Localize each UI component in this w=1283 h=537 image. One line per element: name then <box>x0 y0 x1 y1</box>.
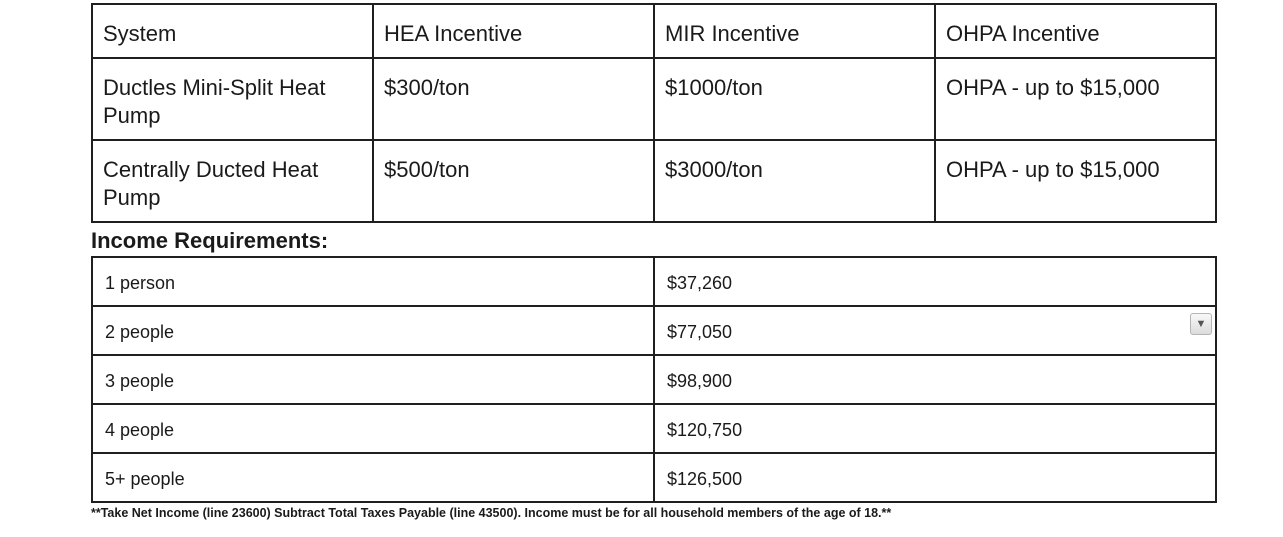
income-limit-cell <box>654 306 1216 355</box>
income-limit-cell: $126,500 <box>654 453 1216 502</box>
table-row <box>92 58 1216 140</box>
mir-cell: $3000/ton <box>654 140 935 222</box>
header-ohpa-incentive: OHPA Incentive <box>935 4 1216 58</box>
income-requirements-title: Income Requirements: <box>91 228 329 253</box>
incentive-table <box>91 3 1217 223</box>
ohpa-cell: OHPA - up to $15,000 <box>935 58 1216 140</box>
income-limit-cell: $98,900 <box>654 355 1216 404</box>
income-limit-value: $77,050 <box>667 322 733 342</box>
table-row <box>92 404 1216 453</box>
table-row <box>92 257 1216 306</box>
table-row <box>92 355 1216 404</box>
header-system: System <box>92 4 373 58</box>
table-row <box>92 140 1216 222</box>
income-table <box>91 256 1217 503</box>
header-hea-incentive: HEA Incentive <box>373 4 654 58</box>
household-size-cell: 1 person <box>92 257 654 306</box>
dropdown-icon[interactable]: ▼ <box>1190 313 1212 335</box>
ohpa-cell: OHPA - up to $15,000 <box>935 140 1216 222</box>
hea-cell: $500/ton <box>373 140 654 222</box>
table-row <box>92 306 1216 355</box>
header-mir-incentive: MIR Incentive <box>654 4 935 58</box>
household-size-cell: 3 people <box>92 355 654 404</box>
hea-cell: $300/ton <box>373 58 654 140</box>
mir-cell: $1000/ton <box>654 58 935 140</box>
household-size-cell: 4 people <box>92 404 654 453</box>
system-cell: Centrally Ducted Heat Pump <box>92 140 373 222</box>
system-cell: Ductles Mini-Split Heat Pump <box>92 58 373 140</box>
income-limit-cell: $120,750 <box>654 404 1216 453</box>
footnote: **Take Net Income (line 23600) Subtract Total Taxes Payable (line 43500). Income must be for all household members of the age of 18.** <box>91 506 892 520</box>
table-header-row <box>92 4 1216 58</box>
household-size-cell: 5+ people <box>92 453 654 502</box>
household-size-cell: 2 people <box>92 306 654 355</box>
table-row <box>92 453 1216 502</box>
income-limit-cell: $37,260 <box>654 257 1216 306</box>
